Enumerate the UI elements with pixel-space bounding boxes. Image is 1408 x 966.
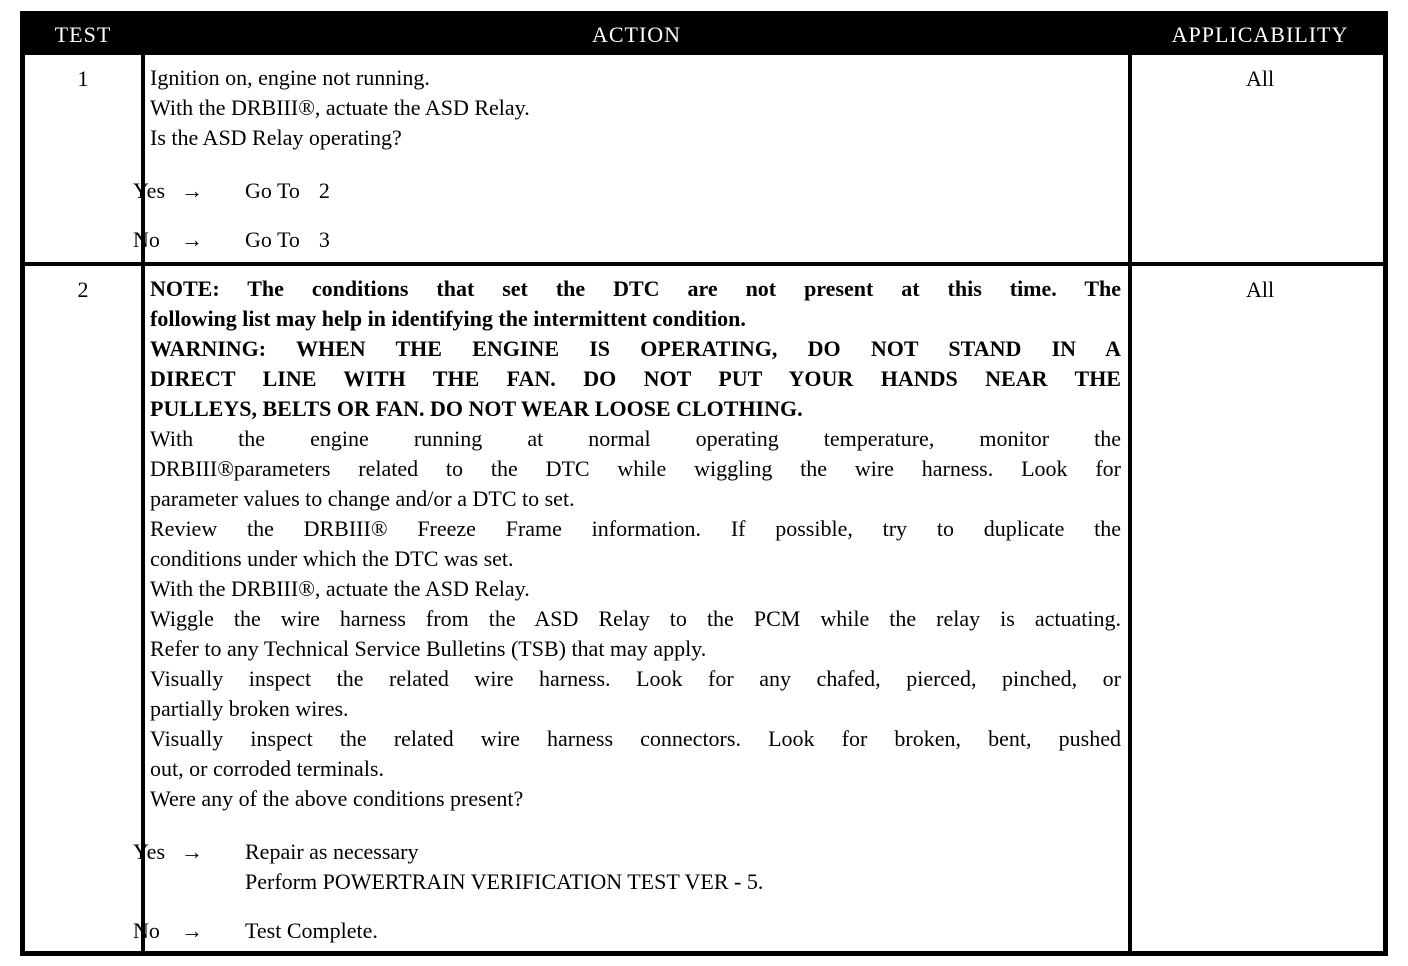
response-yes <box>133 837 763 897</box>
note-line: NOTE: The conditions that set the DTC are not present at this time. The <box>150 276 1121 301</box>
test-number: 1 <box>77 66 89 91</box>
arrow-icon: → <box>181 227 203 252</box>
row-divider <box>25 262 1383 266</box>
action-text <box>150 63 1121 153</box>
response-label: No <box>133 918 160 943</box>
goto-text: Go To <box>245 178 300 203</box>
action-line: Were any of the above conditions present? <box>150 786 524 811</box>
header-test: TEST <box>54 22 112 47</box>
action-line: Is the ASD Relay operating? <box>150 125 402 150</box>
action-line: DRBIII®parameters related to the DTC while wiggling the wire harness. Look for <box>150 456 1121 481</box>
goto-number: 2 <box>318 178 330 203</box>
response-label: No <box>133 227 160 252</box>
response-text: Test Complete. <box>245 918 378 943</box>
action-line: Visually inspect the related wire harness connectors. Look for broken, bent, pushed <box>150 726 1121 751</box>
action-line: Refer to any Technical Service Bulletins (TSB) that may apply. <box>150 636 707 661</box>
action-line: Ignition on, engine not running. <box>150 65 430 90</box>
test-number: 2 <box>77 277 89 302</box>
diagnostic-table <box>20 11 1388 956</box>
action-line: Wiggle the wire harness from the ASD Relay to the PCM while the relay is actuating. <box>150 606 1121 631</box>
response-no <box>133 916 378 946</box>
action-line: With the engine running at normal operating temperature, monitor the <box>150 426 1121 451</box>
column-divider <box>141 16 145 951</box>
response-text: Perform POWERTRAIN VERIFICATION TEST VER - 5. <box>245 869 764 894</box>
response-text: Repair as necessary <box>245 839 419 864</box>
applicability-value: All <box>1245 277 1275 302</box>
action-line: Review the DRBIII® Freeze Frame information. If possible, try to duplicate the <box>150 516 1121 541</box>
arrow-icon: → <box>181 839 203 864</box>
arrow-icon: → <box>181 178 203 203</box>
response-label: Yes <box>133 839 166 864</box>
note-line: following list may help in identifying the intermittent condition. <box>150 306 746 331</box>
header-divider <box>25 51 1383 55</box>
table-header <box>25 16 1383 51</box>
goto-text: Go To <box>245 227 300 252</box>
action-line: partially broken wires. <box>150 696 349 721</box>
response-label: Yes <box>133 178 166 203</box>
warning-line: WARNING: WHEN THE ENGINE IS OPERATING, DO NOT STAND IN A <box>150 336 1121 361</box>
action-text <box>150 274 1121 814</box>
action-line: With the DRBIII®, actuate the ASD Relay. <box>150 576 530 601</box>
action-line: Visually inspect the related wire harness. Look for any chafed, pierced, pinched, or <box>150 666 1121 691</box>
action-line: With the DRBIII®, actuate the ASD Relay. <box>150 95 530 120</box>
column-divider <box>1128 16 1132 951</box>
action-line: parameter values to change and/or a DTC to set. <box>150 486 575 511</box>
header-applicability: APPLICABILITY <box>1171 22 1349 47</box>
goto-number: 3 <box>318 227 330 252</box>
response-yes <box>133 176 330 206</box>
applicability-value: All <box>1245 66 1275 91</box>
action-line: conditions under which the DTC was set. <box>150 546 514 571</box>
warning-line: PULLEYS, BELTS OR FAN. DO NOT WEAR LOOSE CLOTHING. <box>150 396 803 421</box>
header-action: ACTION <box>591 22 682 47</box>
action-line: out, or corroded terminals. <box>150 756 384 781</box>
warning-line: DIRECT LINE WITH THE FAN. DO NOT PUT YOUR HANDS NEAR THE <box>150 366 1121 391</box>
response-no <box>133 225 330 255</box>
arrow-icon: → <box>181 918 203 943</box>
